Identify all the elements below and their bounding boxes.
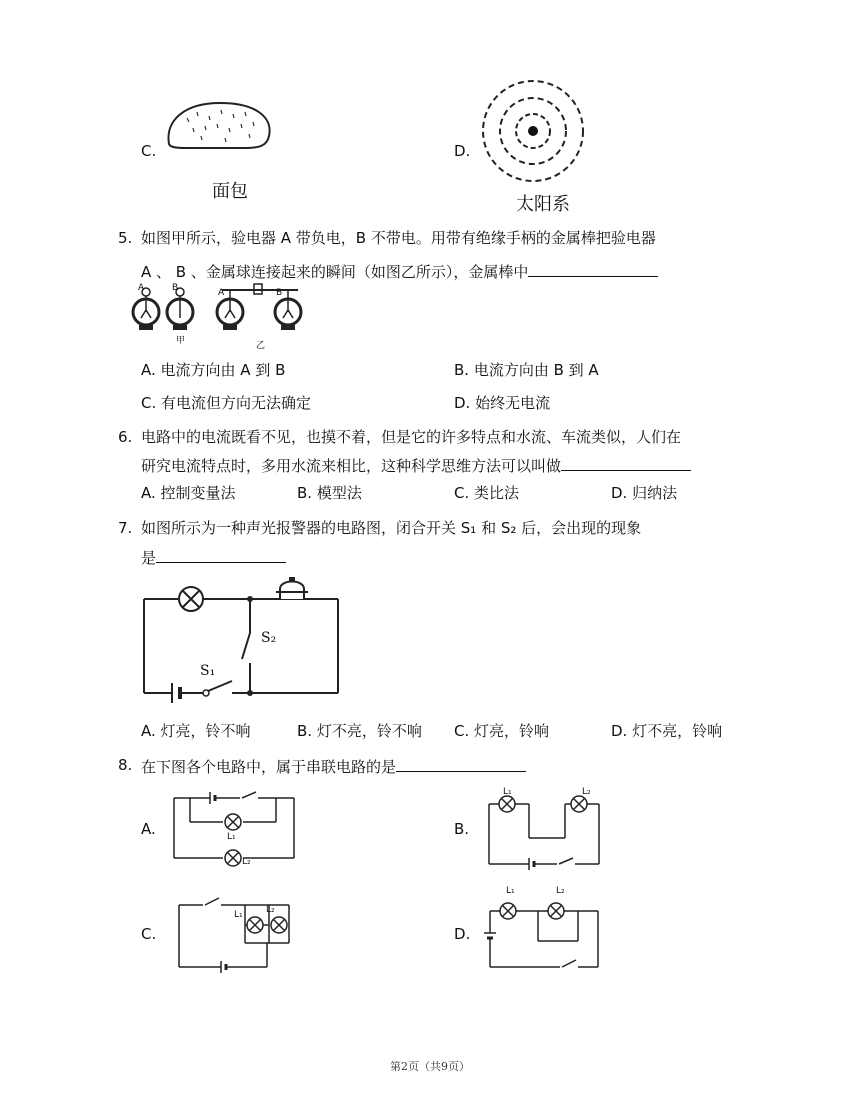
q8-option-b-letter: B. <box>454 820 470 838</box>
q7-option-a: A. 灯亮，铃不响 <box>141 722 251 740</box>
q8-line1 <box>141 755 526 777</box>
answer-blank <box>561 454 691 471</box>
q5-option-a: A. 电流方向由 A 到 B <box>141 361 286 379</box>
q6-option-a: A. 控制变量法 <box>141 484 236 502</box>
circuit-d-figure <box>482 893 607 973</box>
q8-option-c-letter: C. <box>141 925 157 943</box>
page-footer: 第2页（共9页） <box>390 1060 470 1073</box>
q4-caption-bread: 面包 <box>212 181 248 202</box>
q4-option-d-letter: D. <box>454 142 471 160</box>
q8-option-d-letter: D. <box>454 925 471 943</box>
bread-figure <box>165 100 275 155</box>
q5-number: 5. <box>118 229 133 247</box>
q6-line2-text: 研究电流特点时，多用水流来相比，这种科学思维方法可以叫做 <box>141 457 562 475</box>
fig-label-a-yi: A <box>218 288 225 298</box>
q4-caption-solar: 太阳系 <box>516 194 570 215</box>
q5-line2-text: A 、 B 、金属球连接起来的瞬间（如图乙所示），金属棒中 <box>141 263 529 281</box>
fig-label-jia: 甲 <box>176 336 186 346</box>
q5-line2 <box>141 260 658 282</box>
circuit-a-label-l1: L₁ <box>227 832 236 842</box>
circuit-a-label-l2: L₂ <box>242 857 251 867</box>
q7-option-d: D. 灯不亮，铃响 <box>611 722 723 740</box>
fig-label-b: B <box>172 283 179 293</box>
q7-option-c: C. 灯亮，铃响 <box>454 722 550 740</box>
alarm-circuit-figure <box>140 575 345 700</box>
q6-line2 <box>141 454 691 476</box>
q8-option-a-letter: A. <box>141 820 156 838</box>
label-s2: S₂ <box>261 630 277 646</box>
circuit-c-label-l2: L₂ <box>266 905 275 915</box>
circuit-c-label-l1: L₁ <box>234 910 243 920</box>
q8-number: 8. <box>118 756 133 774</box>
circuit-b-label-l1: L₁ <box>503 787 512 797</box>
q6-option-b: B. 模型法 <box>297 484 362 502</box>
q7-line2-text: 是 <box>141 549 157 567</box>
q6-line1: 电路中的电流既看不见，也摸不着，但是它的许多特点和水流、车流类似，人们在 <box>141 428 682 446</box>
q5-line1: 如图甲所示，验电器 A 带负电，B 不带电。用带有绝缘手柄的金属棒把验电器 <box>141 229 656 247</box>
q6-option-d: D. 归纳法 <box>611 484 678 502</box>
q6-option-c: C. 类比法 <box>454 484 520 502</box>
circuit-a-figure <box>170 790 300 866</box>
q5-option-d: D. 始终无电流 <box>454 394 551 412</box>
q7-line2 <box>141 546 286 568</box>
circuit-d-label-l2: L₂ <box>556 886 565 896</box>
answer-blank <box>396 755 526 772</box>
answer-blank <box>528 260 658 277</box>
circuit-b-label-l2: L₂ <box>582 787 591 797</box>
solar-system-figure <box>480 78 586 184</box>
q5-option-b: B. 电流方向由 B 到 A <box>454 361 599 379</box>
q6-number: 6. <box>118 428 133 446</box>
q7-line1: 如图所示为一种声光报警器的电路图，闭合开关 S₁ 和 S₂ 后，会出现的现象 <box>141 519 642 537</box>
q7-number: 7. <box>118 519 133 537</box>
q8-line1-text: 在下图各个电路中，属于串联电路的是 <box>141 758 397 776</box>
q7-option-b: B. 灯不亮，铃不响 <box>297 722 422 740</box>
circuit-d-label-l1: L₁ <box>506 886 515 896</box>
fig-label-a: A <box>138 283 145 293</box>
circuit-b-figure <box>485 790 605 870</box>
answer-blank <box>156 546 286 563</box>
fig-label-yi: 乙 <box>256 341 266 351</box>
q5-option-c: C. 有电流但方向无法确定 <box>141 394 312 412</box>
q4-option-c-letter: C. <box>141 142 157 160</box>
label-s1: S₁ <box>200 663 216 679</box>
circuit-c-figure <box>175 893 300 973</box>
fig-label-b-yi: B <box>276 288 283 298</box>
